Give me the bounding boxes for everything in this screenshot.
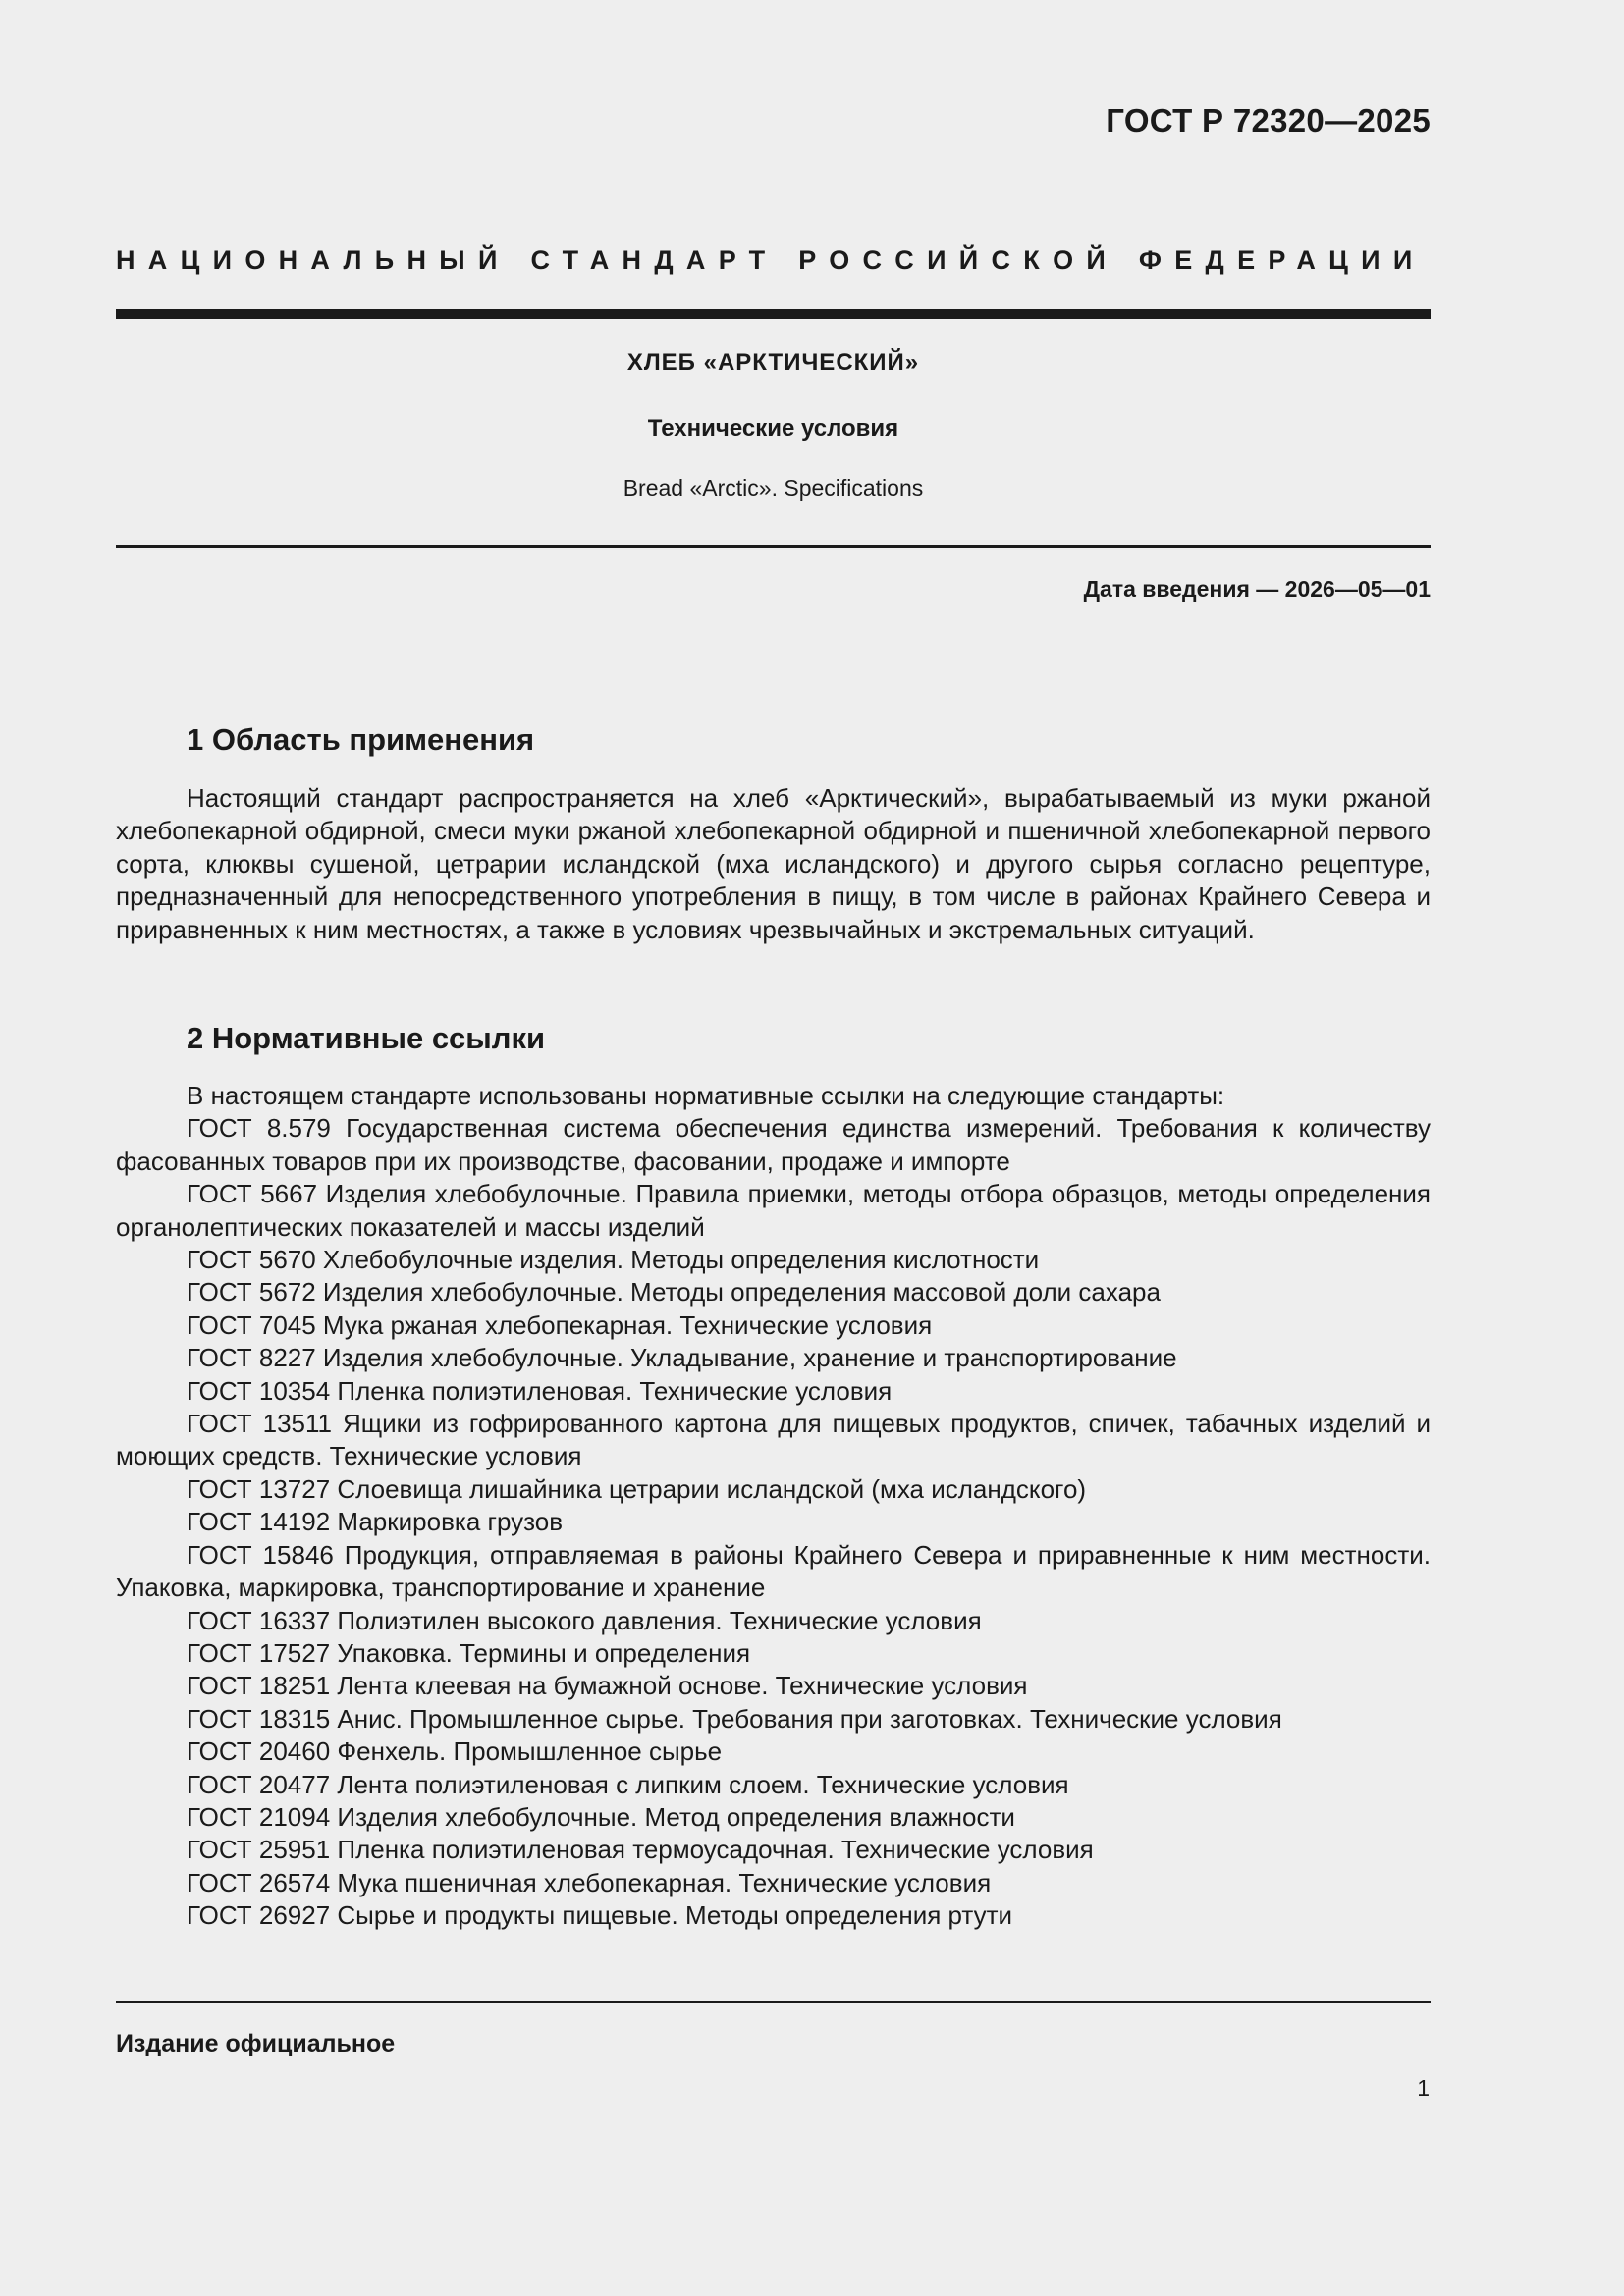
reference-item: ГОСТ 8227 Изделия хлебобулочные. Укладывание, хранение и транспортирование — [187, 1343, 1177, 1373]
reference-item: ГОСТ 18251 Лента клеевая на бумажной основе. Технические условия — [187, 1671, 1028, 1701]
section-1-body — [116, 782, 1431, 946]
reference-item: ГОСТ 25951 Пленка полиэтиленовая термоусадочная. Технические условия — [187, 1835, 1094, 1865]
reference-item: ГОСТ 17527 Упаковка. Термины и определения — [187, 1637, 751, 1668]
reference-item: ГОСТ 21094 Изделия хлебобулочные. Метод определения влажности — [187, 1801, 1015, 1832]
reference-item: ГОСТ 5672 Изделия хлебобулочные. Методы определения массовой доли сахара — [187, 1277, 1161, 1308]
section-2-body — [116, 1080, 1431, 1933]
standard-subtitle-en: Bread «Arctic». Specifications — [623, 475, 924, 501]
thick-divider — [116, 309, 1431, 319]
reference-item: ГОСТ 20477 Лента полиэтиленовая с липким слоем. Технические условия — [187, 1769, 1069, 1799]
section-1-paragraph: Настоящий стандарт распространяется на хлеб «Арктический», вырабатываемый из муки ржаной хлебопекарной обдирной, смеси муки ржаной хлебопекарной обдирной и пшеничной хлебопекарной первого сорта, клюквы сушеной, цетрарии исландской (мха исландского) и другого сырья согласно рецептуре, предназначенный для непосредственного употребления в пищу, в том числе в районах Крайнего Севера и приравненных к ним местностях, а также в условиях чрезвычайных и экстремальных ситуаций. — [116, 783, 1431, 944]
title-divider — [116, 545, 1431, 548]
document-number: ГОСТ Р 72320—2025 — [1106, 102, 1431, 138]
footer-divider — [116, 2001, 1431, 2003]
standard-title: ХЛЕБ «АРКТИЧЕСКИЙ» — [626, 349, 920, 376]
reference-item: ГОСТ 16337 Полиэтилен высокого давления. Технические условия — [187, 1605, 982, 1635]
reference-item: ГОСТ 20460 Фенхель. Промышленное сырье — [187, 1736, 723, 1767]
reference-item: ГОСТ 10354 Пленка полиэтиленовая. Технические условия — [187, 1375, 893, 1406]
section-1-title: 1 Область применения — [187, 722, 535, 757]
reference-item: ГОСТ 14192 Маркировка грузов — [187, 1507, 564, 1537]
standard-subtitle-ru: Технические условия — [647, 415, 899, 442]
reference-item: ГОСТ 13727 Слоевища лишайника цетрарии исландской (мха исландского) — [187, 1473, 1087, 1504]
reference-item: ГОСТ 26574 Мука пшеничная хлебопекарная. Технические условия — [187, 1867, 992, 1897]
edition-label: Издание официальное — [116, 2030, 396, 2057]
introduction-date: Дата введения — 2026—05—01 — [1083, 576, 1431, 602]
reference-item: ГОСТ 18315 Анис. Промышленное сырье. Требования при заготовках. Технические условия — [187, 1703, 1282, 1734]
reference-item: ГОСТ 8.579 Государственная система обеспечения единства измерений. Требования к количеству фасованных товаров при их производстве, фасовании, продаже и импорте — [116, 1113, 1431, 1176]
reference-item: ГОСТ 15846 Продукция, отправляемая в районы Крайнего Севера и приравненные к ним местности. Упаковка, маркировка, транспортирование и хранение — [116, 1539, 1431, 1603]
page-number: 1 — [1417, 2075, 1430, 2101]
section-2-title: 2 Нормативные ссылки — [187, 1021, 546, 1055]
reference-item: ГОСТ 13511 Ящики из гофрированного картона для пищевых продуктов, спичек, табачных изделий и моющих средств. Технические условия — [116, 1409, 1431, 1471]
section-2-intro: В настоящем стандарте использованы нормативные ссылки на следующие стандарты: — [187, 1081, 1225, 1110]
national-standard-heading: НАЦИОНАЛЬНЫЙ СТАНДАРТ РОССИЙСКОЙ ФЕДЕРАЦИИ — [116, 245, 1426, 275]
reference-item: ГОСТ 5667 Изделия хлебобулочные. Правила приемки, методы отбора образцов, методы определения органолептических показателей и массы изделий — [116, 1179, 1431, 1242]
reference-item: ГОСТ 7045 Мука ржаная хлебопекарная. Технические условия — [187, 1309, 933, 1340]
reference-item: ГОСТ 5670 Хлебобулочные изделия. Методы определения кислотности — [187, 1245, 1040, 1275]
reference-item: ГОСТ 26927 Сырье и продукты пищевые. Методы определения ртути — [187, 1900, 1013, 1931]
